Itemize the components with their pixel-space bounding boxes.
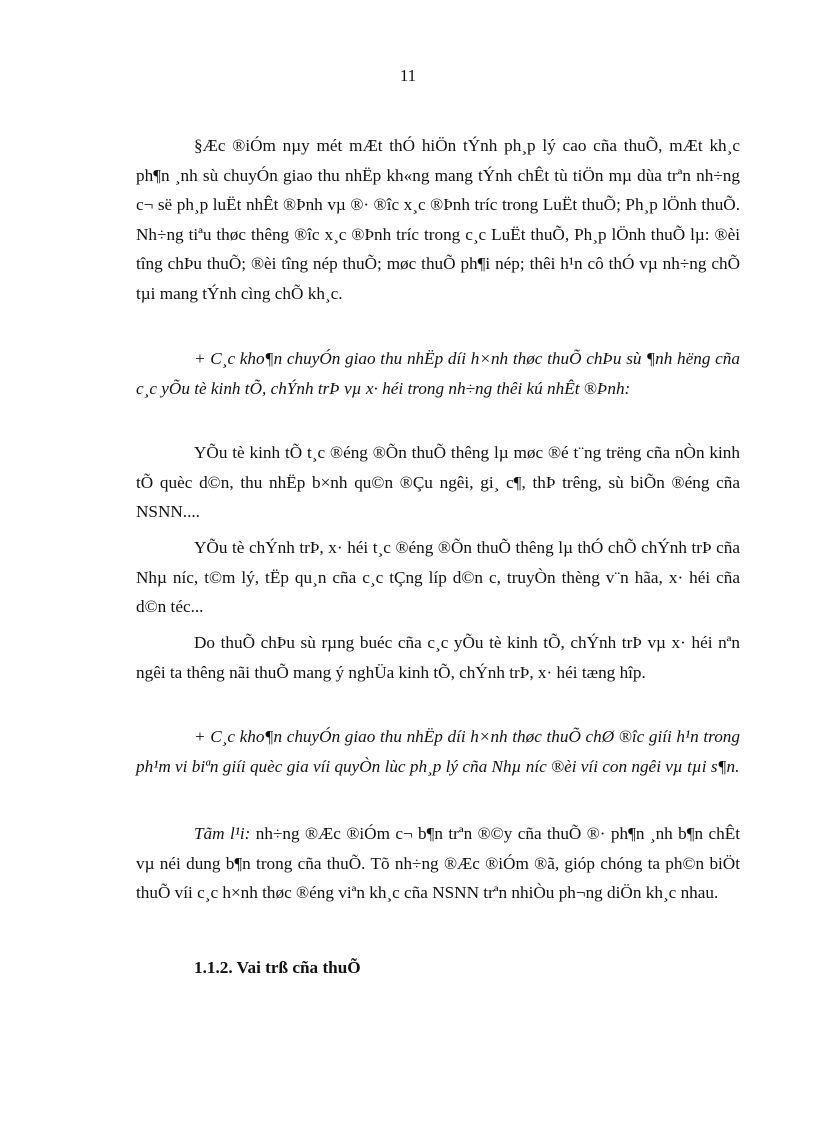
paragraph-7 <box>136 819 740 908</box>
paragraph-text: YÕu tè kinh tÕ t¸c ®éng ®Õn thuÕ thêng lµ møc ®é t¨ng trëng cña nÒn kinh tÕ quèc d©n, thu nhËp b×nh qu©n ®Çu ngêi, gi¸ c¶, thÞ trêng, sù biÕn ®éng cña NSNN.... <box>136 443 740 522</box>
paragraph-body: nh÷ng ®Æc ®iÓm c¬ b¶n trªn ®©y cña thuÕ ®· ph¶n ¸nh b¶n chÊt vµ néi dung b¶n trong cña thuÕ. Tõ nh÷ng ®Æc ®iÓm ®ã, gióp chóng ta ph©n biÖt thuÕ víi c¸c h×nh thøc ®éng viªn kh¸c cña NSNN trªn nhiÒu ph¬ng diÖn kh¸c nhau. <box>136 824 740 903</box>
paragraph-body: C¸c kho¶n chuyÓn giao thu nhËp díi h×nh thøc thuÕ chÞu sù ¶nh hëng cña c¸c yÕu tè kinh tÕ, chÝnh trÞ vµ x· héi trong nh÷ng thêi kú nhÊt ®Þnh: <box>136 349 740 398</box>
paragraph-text: §Æc ®iÓm nµy mét mÆt thÓ hiÖn tÝnh ph¸p lý cao cña thuÕ, mÆt kh¸c ph¶n ¸nh sù chuyÓn giao thu nhËp kh«ng mang tÝnh chÊt tù tiÖn mµ dùa trªn nh÷ng c¬ së ph¸p luËt nhÊt ®Þnh vµ ®· ®îc x¸c ®Þnh tríc trong LuËt thuÕ; Ph¸p lÖnh thuÕ. Nh÷ng tiªu thøc thêng ®îc x¸c ®Þnh tríc trong c¸c LuËt thuÕ, Ph¸p lÖnh thuÕ lµ: ®èi tîng chÞu thuÕ; ®èi tîng nép thuÕ; møc thuÕ ph¶i nép; thêi h¹n cô thÓ vµ nh÷ng chÕ tµi mang tÝnh cìng chÕ kh¸c. <box>136 136 740 303</box>
paragraph-text <box>136 819 740 908</box>
paragraph-2 <box>136 344 740 403</box>
summary-lead: Tãm l¹i: <box>194 824 251 843</box>
section-heading: 1.1.2. Vai trß cña thuÕ <box>194 958 361 977</box>
paragraph-text <box>136 344 740 403</box>
paragraph-text: YÕu tè chÝnh trÞ, x· héi t¸c ®éng ®Õn thuÕ thêng lµ thÓ chÕ chÝnh trÞ cña Nhµ níc, t©m lý, tËp qu¸n cña c¸c tÇng líp d©n c, truyÒn thèng v¨n hãa, x· héi cña d©n téc... <box>136 538 740 617</box>
page-number: 11 <box>399 66 417 85</box>
bullet-prefix: + <box>194 349 211 368</box>
paragraph-1 <box>136 131 740 309</box>
bullet-prefix: + <box>194 727 211 746</box>
paragraph-3 <box>136 438 740 527</box>
paragraph-body: C¸c kho¶n chuyÓn giao thu nhËp díi h×nh thøc thuÕ chØ ®îc giíi h¹n trong ph¹m vi biªn giíi quèc gia víi quyÒn lùc ph¸p lý cña Nhµ níc ®èi víi con ngêi vµ tµi s¶n. <box>136 727 740 776</box>
paragraph-6 <box>136 722 740 781</box>
paragraph-text: Do thuÕ chÞu sù rµng buéc cña c¸c yÕu tè kinh tÕ, chÝnh trÞ vµ x· héi nªn ngêi ta thêng nãi thuÕ mang ý nghÜa kinh tÕ, chÝnh trÞ, x· héi tæng hîp. <box>136 633 740 682</box>
paragraph-5 <box>136 628 740 687</box>
paragraph-text <box>136 722 740 781</box>
paragraph-4 <box>136 533 740 622</box>
